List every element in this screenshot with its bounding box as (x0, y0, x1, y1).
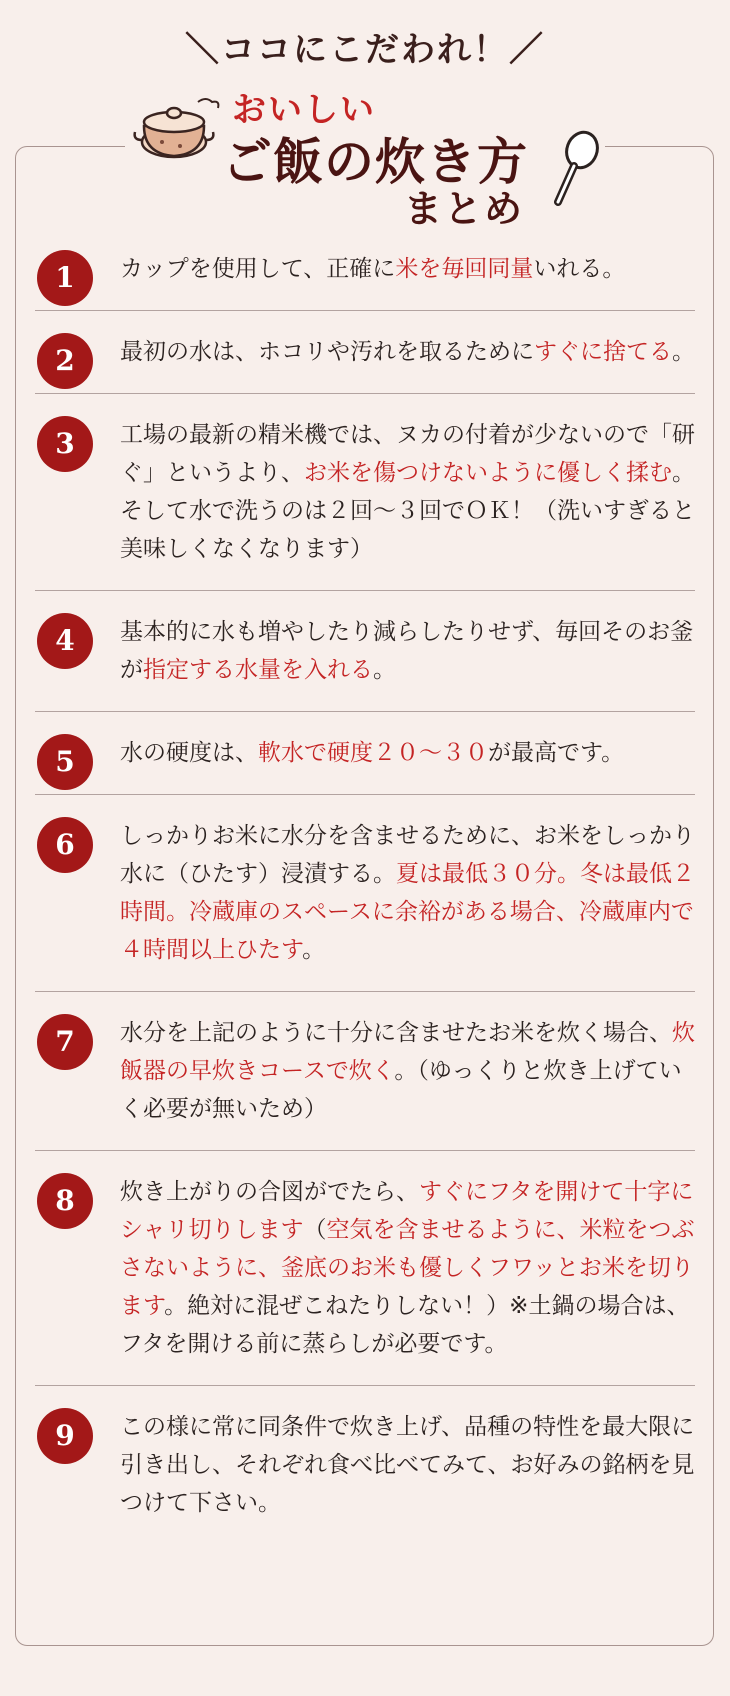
step-number-badge: 5 (37, 734, 93, 790)
steps-list (35, 228, 695, 1544)
step-text: 最初の水は、ホコリや汚れを取るためにすぐに捨てる。 (120, 339, 695, 365)
step-text: 水分を上記のように十分に含ませたお米を炊く場合、炊飯器の早炊きコースで炊く。（ゆっくりと炊き上げていく必要が無いため） (120, 1020, 695, 1122)
header (0, 0, 730, 230)
list-item (35, 1151, 695, 1386)
rice-pot-icon (132, 92, 224, 160)
list-item (35, 1386, 695, 1544)
step-number-badge: 2 (37, 333, 93, 389)
subtitle: おいしい (232, 90, 376, 130)
rice-paddle-icon (548, 130, 600, 206)
page-title-tail: まとめ (404, 187, 525, 231)
list-item (35, 591, 695, 712)
step-text: 基本的に水も増やしたり減らしたりせず、毎回そのお釜が指定する水量を入れる。 (120, 619, 694, 683)
step-text: しっかりお米に水分を含ませるために、お米をしっかり水に（ひたす）浸漬する。夏は最低３０分。冬は最低２時間。冷蔵庫のスペースに余裕がある場合、冷蔵庫内で４時間以上ひたす。 (120, 823, 695, 963)
list-item (35, 795, 695, 992)
step-number-badge: 3 (37, 416, 93, 472)
list-item (35, 311, 695, 394)
list-item (35, 712, 695, 795)
step-text: 炊き上がりの合図がでたら、すぐにフタを開けて十字にシャリ切りします（空気を含ませるように、米粒をつぶさないように、釜底のお米も優しくフワッとお米を切ります。絶対に混ぜこねたりしない！）※土鍋の場合は、フタを開ける前に蒸らしが必要です。 (120, 1179, 695, 1357)
step-text: カップを使用して、正確に米を毎回同量いれる。 (120, 256, 626, 282)
step-number-badge: 4 (37, 613, 93, 669)
step-number-badge: 1 (37, 250, 93, 306)
list-item (35, 228, 695, 311)
step-text: 水の硬度は、軟水で硬度２０〜３０が最高です。 (120, 740, 625, 766)
step-text: 工場の最新の精米機では、ヌカの付着が少ないので「研ぐ」というより、お米を傷つけないように優しく揉む。そして水で洗うのは２回〜３回でＯＫ！（洗いすぎると美味しくなくなります） (120, 422, 695, 562)
page-title: ご飯の炊き方 (222, 133, 528, 191)
step-number-badge: 6 (37, 817, 93, 873)
step-number-badge: 7 (37, 1014, 93, 1070)
step-text: この様に常に同条件で炊き上げ、品種の特性を最大限に引き出し、それぞれ食べ比べてみて、お好みの銘柄を見つけて下さい。 (120, 1414, 695, 1516)
list-item (35, 992, 695, 1151)
list-item (35, 394, 695, 591)
step-number-badge: 8 (37, 1173, 93, 1229)
step-number-badge: 9 (37, 1408, 93, 1464)
kicker-text: ＼ココにこだわれ！／ (185, 30, 545, 70)
